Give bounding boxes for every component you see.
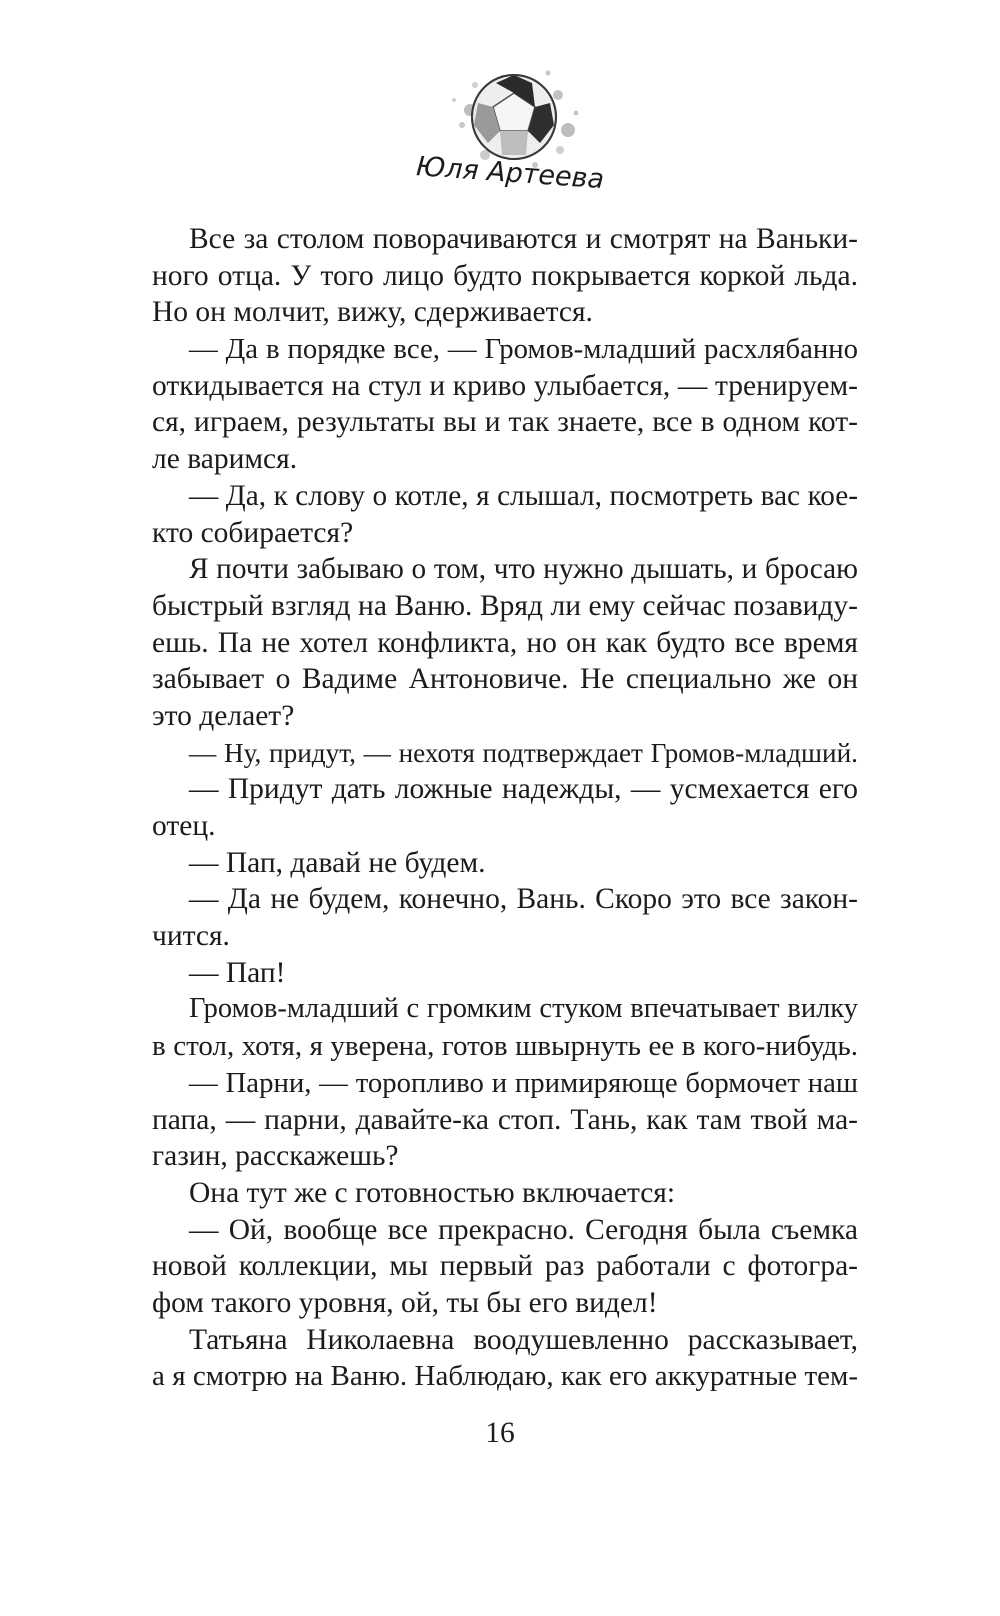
text-line: — Ой, вообще все прекрасно. Сегодня была съемка bbox=[189, 1213, 858, 1246]
text-line: кто собирается? bbox=[152, 516, 354, 549]
text-line: — Парни, — торопливо и примиряюще бормочет наш bbox=[189, 1066, 858, 1099]
text-line: — Пап, давай не будем. bbox=[189, 846, 486, 879]
text-line: ного отца. У того лицо будто покрывается коркой льда. bbox=[152, 259, 858, 292]
text-line: — Да в порядке все, — Громов-младший расхлябанно bbox=[189, 333, 858, 366]
text-line: фом такого уровня, ой, ты бы его видел! bbox=[152, 1286, 658, 1319]
text-line: а я смотрю на Ваню. Наблюдаю, как его аккуратные тем- bbox=[152, 1360, 858, 1393]
text-line: — Придут дать ложные надежды, — усмехается его bbox=[189, 773, 858, 806]
text-line: папа, — парни, давайте-ка стоп. Тань, как там твой ма- bbox=[152, 1103, 858, 1136]
text-line: откидывается на стул и криво улыбается, — тренируем- bbox=[152, 369, 858, 402]
text-line: быстрый взгляд на Ваню. Вряд ли ему сейчас позавиду- bbox=[152, 589, 858, 622]
page-number: 16 bbox=[485, 1417, 515, 1449]
text-line: — Да, к слову о котле, я слышал, посмотреть вас кое- bbox=[189, 479, 858, 512]
text-line: Я почти забываю о том, что нужно дышать, и бросаю bbox=[189, 553, 858, 586]
text-line: — Ну, придут, — нехотя подтверждает Громов-младший. bbox=[189, 737, 858, 768]
text-line: ешь. Па не хотел конфликта, но он как будто все время bbox=[152, 626, 858, 659]
body-text bbox=[152, 221, 858, 1395]
text-line: забывает о Вадиме Антоновиче. Не специально же он bbox=[152, 663, 858, 696]
text-line: Но он молчит, вижу, сдерживается. bbox=[152, 296, 593, 329]
text-line: газин, расскажешь? bbox=[152, 1140, 399, 1173]
author-name bbox=[410, 148, 620, 198]
text-line: ле варимся. bbox=[152, 443, 298, 476]
text-line: Громов-младший с громким стуком впечатывает вилку bbox=[189, 993, 858, 1025]
text-line: Все за столом поворачиваются и смотрят на Ваньки- bbox=[189, 223, 858, 255]
text-line: новой коллекции, мы первый раз работали с фотогра- bbox=[152, 1250, 858, 1283]
text-line: отец. bbox=[152, 810, 216, 842]
text-line: Татьяна Николаевна воодушевленно рассказывает, bbox=[189, 1323, 858, 1356]
svg-text:Юля Артеева: Юля Артеева bbox=[415, 151, 606, 196]
text-line: ся, играем, результаты вы и так знаете, все в одном кот- bbox=[152, 406, 858, 439]
text-line: это делает? bbox=[152, 699, 295, 732]
text-line: — Пап! bbox=[189, 956, 286, 989]
text-line: — Да не будем, конечно, Вань. Скоро это все закон- bbox=[189, 883, 858, 916]
text-line: Она тут же с готовностью включается: bbox=[189, 1176, 676, 1209]
text-line: в стол, хотя, я уверена, готов швырнуть ее в кого-нибудь. bbox=[152, 1030, 858, 1063]
text-line: чится. bbox=[152, 920, 230, 953]
